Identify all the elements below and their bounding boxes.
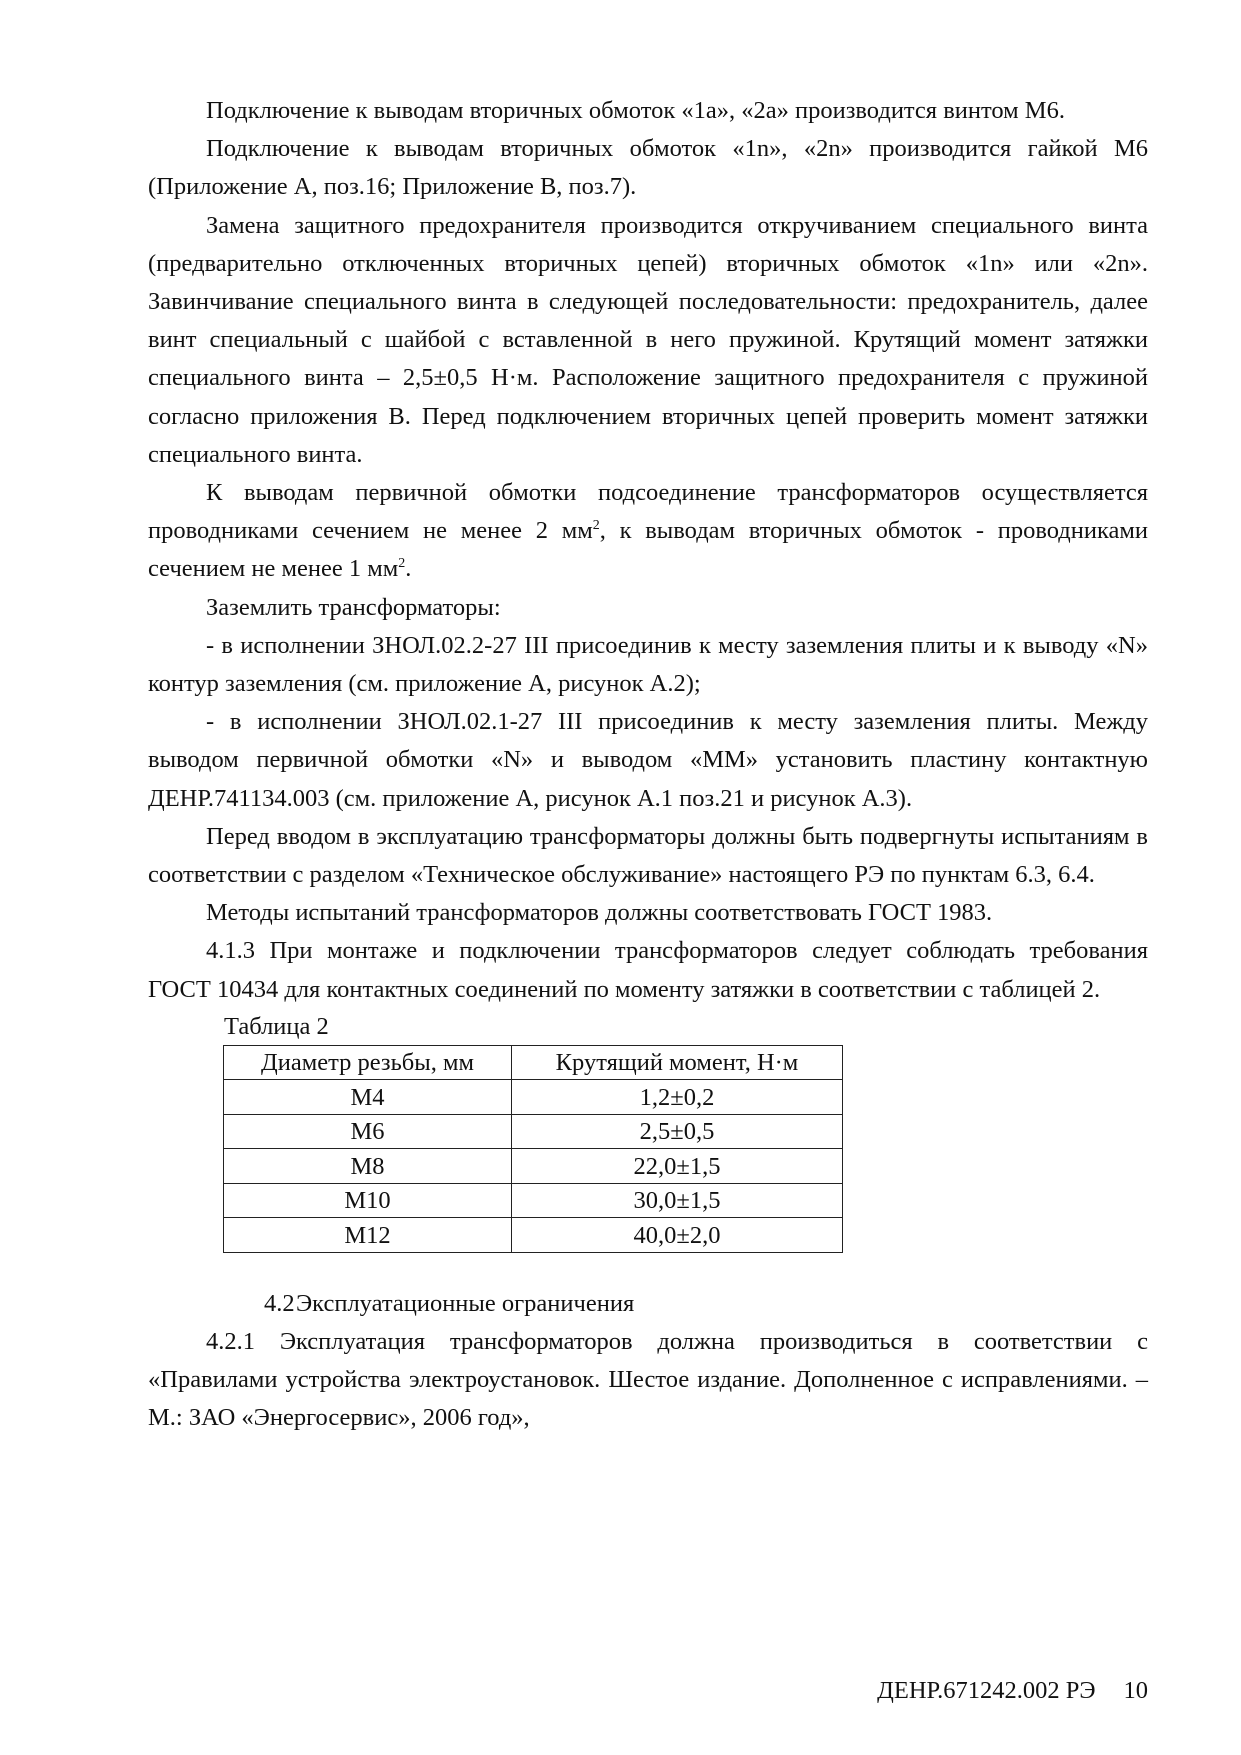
paragraph-secondary-1n-2n: Подключение к выводам вторичных обмоток «1n», «2n» производится гайкой М6 (Приложение А, поз.16; Приложение В, поз.7). [148,135,1148,201]
section-title: Эксплуатационные ограничения [296,1289,635,1317]
page-number: 10 [1123,1677,1148,1704]
paragraph-grounding-variant-1: - в исполнении ЗНОЛ.02.1-27 III присоединив к месту заземления плиты. Между выводом первичной обмотки «N» и выводом «ММ» установить пластину контактную ДЕНР.741134.003 (см. приложение А, рисунок А.1 поз.21 и рисунок А.3). [148,708,1148,812]
table-row [224,1114,843,1149]
paragraph-test-methods: Методы испытаний трансформаторов должны соответствовать ГОСТ 1983. [206,899,993,927]
cell-thread: М8 [224,1149,512,1184]
section-heading [148,1285,1148,1323]
table-row [224,1149,843,1184]
table-row [224,1080,843,1115]
paragraph-4-1-3: 4.1.3 При монтаже и подключении трансформаторов следует соблюдать требования ГОСТ 10434 для контактных соединений по моменту затяжки в соответствии с таблицей 2. [148,937,1148,1003]
paragraph-grounding-variant-2: - в исполнении ЗНОЛ.02.2-27 III присоединив к месту заземления плиты и к выводу «N» контур заземления (см. приложение А, рисунок А.2); [148,631,1148,698]
paragraph-testing: Перед вводом в эксплуатацию трансформаторы должны быть подвергнуты испытаниям в соответствии с разделом «Техническое обслуживание» настоящего РЭ по пунктам 6.3, 6.4. [148,822,1148,889]
paragraph-grounding-intro: Заземлить трансформаторы: [206,593,501,621]
conductors-text-1: К выводам первичной обмотки подсоединение трансформаторов осуществляется проводниками сечением не менее 2 мм [148,479,1148,545]
spacer [148,1253,1148,1285]
paragraph-conductors [148,474,1148,589]
header-thread-diameter: Диаметр резьбы, мм [224,1045,512,1080]
header-torque: Крутящий момент, Н·м [512,1045,843,1080]
paragraph-fuse-replacement: Замена защитного предохранителя производится откручиванием специального винта (предварительно отключенных вторичных цепей) вторичных обмоток «1n» или «2n». Завинчивание специального винта в следующей последовательности: предохранитель, далее винт специальный с шайбой с вставленной в него пружиной. Крутящий момент затяжки специального винта – 2,5±0,5 Н·м. Расположение защитного предохранителя с пружиной согласно приложения В. Перед подключением вторичных цепей проверить момент затяжки специального винта. [148,211,1148,468]
cell-thread: М4 [224,1080,512,1115]
document-page [148,92,1149,1704]
paragraph-4-2-1: 4.2.1 Эксплуатация трансформаторов должна производиться в соответствии с «Правилами устройства электроустановок. Шестое издание. Дополненное с исправлениями. – М.: ЗАО «Энергосервис», 2006 год», [148,1328,1148,1432]
superscript-2: 2 [398,556,406,572]
table-caption: Таблица 2 [224,1012,329,1040]
paragraph-secondary-1a-2a: Подключение к выводам вторичных обмоток «1а», «2а» производится винтом М6. [206,97,1065,124]
table-header-row [224,1045,843,1080]
cell-thread: М10 [224,1183,512,1218]
table-row [224,1218,843,1253]
cell-torque: 2,5±0,5 [512,1114,843,1149]
superscript-1: 2 [592,518,600,534]
conductors-text-2: , к выводам вторичных обмоток - проводниками сечением не менее 1 мм [148,517,1149,583]
cell-torque: 40,0±2,0 [512,1218,843,1253]
conductors-text-3: . [405,555,412,583]
cell-thread: М6 [224,1114,512,1149]
section-number: 4.2 [264,1289,295,1317]
page-footer [148,1672,1148,1710]
cell-torque: 22,0±1,5 [512,1149,843,1184]
cell-torque: 30,0±1,5 [512,1183,843,1218]
table-row [224,1183,843,1218]
cell-torque: 1,2±0,2 [512,1080,843,1115]
torque-table [223,1045,843,1253]
document-code: ДЕНР.671242.002 РЭ [877,1677,1096,1704]
cell-thread: М12 [224,1218,512,1253]
